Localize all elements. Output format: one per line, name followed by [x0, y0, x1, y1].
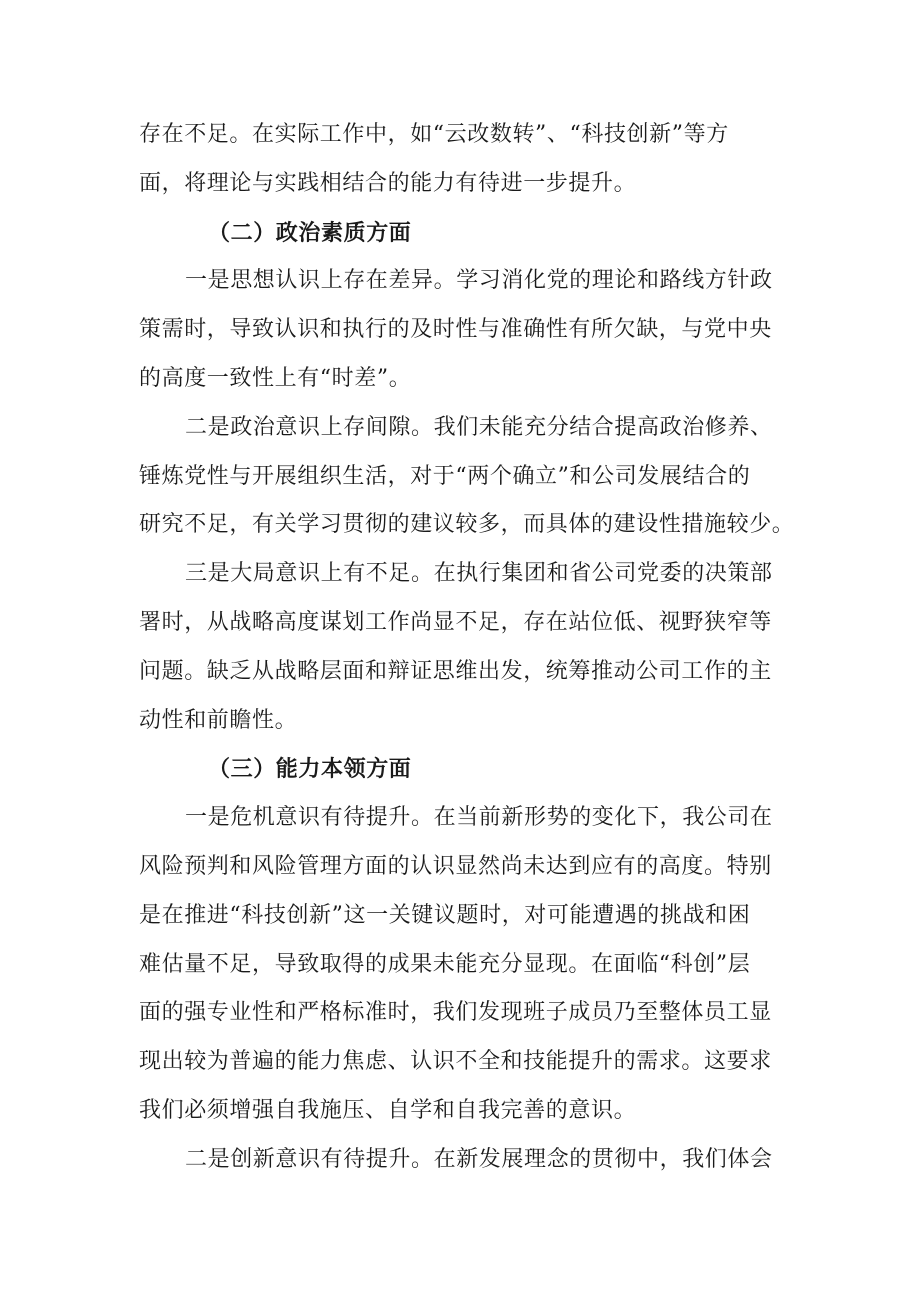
text-line: 现出较为普遍的能力焦虑、认识不全和技能提升的需求。这要求	[139, 1049, 772, 1075]
section-heading-ability: （三）能力本领方面	[208, 756, 412, 783]
paragraph-first-line: 一是思想认识上存在差异。学习消化党的理论和路线方针政	[185, 268, 773, 294]
text-line: 我们必须增强自我施压、自学和自我完善的意识。	[139, 1097, 637, 1123]
text-line: 存在不足。在实际工作中，如“云改数转”、“科技创新”等方	[139, 122, 729, 147]
section-heading-political: （二）政治素质方面	[208, 219, 412, 246]
text-line: 策需时，导致认识和执行的及时性与准确性有所欠缺，与党中央	[139, 317, 772, 343]
paragraph-first-line: 三是大局意识上有不足。在执行集团和省公司党委的决策部	[185, 561, 773, 587]
text-line: 风险预判和风险管理方面的认识显然尚未达到应有的高度。特别	[139, 853, 772, 879]
text-line: 研究不足，有关学习贯彻的建议较多，而具体的建设性措施较少。	[139, 512, 795, 538]
text-line: 面的强专业性和严格标准时，我们发现班子成员乃至整体员工显	[139, 1000, 772, 1026]
text-line: 难估量不足，导致取得的成果未能充分显现。在面临“科创”层	[139, 951, 751, 977]
paragraph-first-line: 二是创新意识有待提升。在新发展理念的贯彻中，我们体会	[185, 1146, 773, 1172]
paragraph-first-line: 二是政治意识上存间隙。我们未能充分结合提高政治修养、	[185, 414, 773, 440]
paragraph-first-line: 一是危机意识有待提升。在当前新形势的变化下，我公司在	[185, 805, 773, 831]
text-line: 面，将理论与实践相结合的能力有待进一步提升。	[139, 170, 637, 196]
text-line: 问题。缺乏从战略层面和辩证思维出发，统筹推动公司工作的主	[139, 658, 772, 684]
text-line: 是在推进“科技创新”这一关键议题时，对可能遭遇的挑战和困	[139, 902, 751, 928]
text-line: 动性和前瞻性。	[139, 707, 298, 733]
text-line: 署时，从战略高度谋划工作尚显不足，存在站位低、视野狭窄等	[139, 609, 772, 635]
text-line: 的高度一致性上有“时差”。	[139, 365, 412, 391]
text-line: 锤炼党性与开展组织生活，对于“两个确立”和公司发展结合的	[139, 463, 751, 489]
document-body	[139, 111, 795, 1185]
